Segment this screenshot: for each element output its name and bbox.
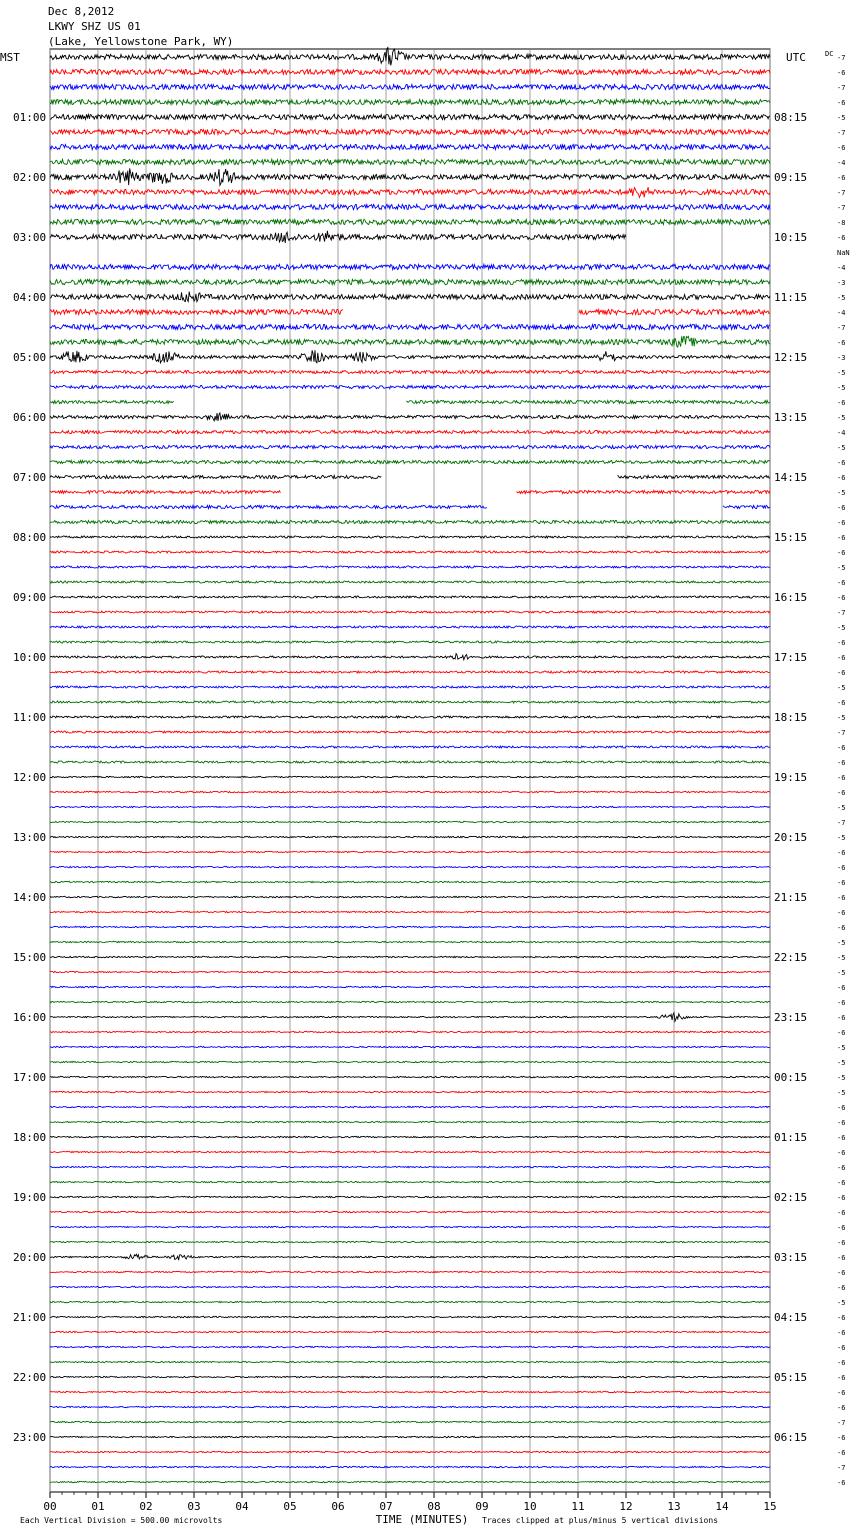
trace-row-37: [50, 611, 770, 613]
trace-row-39: [50, 641, 770, 643]
mst-hour-label: 08:00: [13, 531, 47, 544]
trace-row-66: [50, 1046, 770, 1047]
dc-offset-label: -6: [837, 174, 846, 182]
dc-offset-label: -6: [837, 339, 846, 347]
mst-hour-label: 18:00: [13, 1131, 47, 1144]
dc-offset-label: -6: [837, 1359, 846, 1367]
dc-offset-label: NaN: [837, 249, 850, 257]
x-tick-label: 04: [235, 1500, 249, 1513]
dc-offset-label: -6: [837, 909, 846, 917]
trace-row-44: [50, 716, 770, 718]
dc-offset-label: -7: [837, 324, 846, 332]
dc-offset-label: -5: [837, 969, 846, 977]
dc-offset-label: -6: [837, 1449, 846, 1457]
left-axis-label: MST: [0, 51, 20, 64]
dc-offset-label: -3: [837, 279, 846, 287]
trace-row-69: [50, 1091, 770, 1092]
dc-offset-label: -6: [837, 999, 846, 1007]
mst-hour-label: 12:00: [13, 771, 47, 784]
dc-offset-label: -6: [837, 1134, 846, 1142]
trace-row-58: [50, 926, 770, 927]
x-tick-label: 03: [187, 1500, 201, 1513]
dc-offset-label: -6: [837, 144, 846, 152]
trace-row-15: [50, 279, 770, 284]
dc-offset-label: -5: [837, 114, 846, 122]
trace-row-17: [50, 309, 770, 314]
dc-offset-label: -6: [837, 1164, 846, 1172]
trace-row-78: [50, 1226, 770, 1227]
mst-hour-label: 20:00: [13, 1251, 47, 1264]
mst-hour-label: 04:00: [13, 291, 47, 304]
trace-row-5: [50, 129, 770, 134]
dc-offset-label: -6: [837, 504, 846, 512]
trace-row-38: [50, 626, 770, 628]
dc-offset-label: -6: [837, 1224, 846, 1232]
utc-hour-label: 11:15: [774, 291, 808, 304]
dc-offset-label: -5: [837, 1299, 846, 1307]
seismic-traces: [50, 48, 770, 1483]
trace-row-83: [50, 1301, 770, 1302]
mst-hour-label: 15:00: [13, 951, 47, 964]
trace-row-45: [50, 731, 770, 733]
trace-row-75: [50, 1181, 770, 1182]
mst-hour-label: 21:00: [13, 1311, 47, 1324]
trace-row-72: [50, 1136, 770, 1137]
x-tick-label: 15: [763, 1500, 777, 1513]
dc-offset-label: -6: [837, 1434, 846, 1442]
dc-offset-label: -5: [837, 834, 846, 842]
trace-row-42: [50, 686, 770, 688]
trace-row-56: [50, 896, 770, 897]
dc-offset-label: -6: [837, 759, 846, 767]
dc-offset-label: -7: [837, 609, 846, 617]
utc-hour-label: 18:15: [774, 711, 808, 724]
dc-offset-label: -6: [837, 1404, 846, 1412]
dc-offset-label: -5: [837, 939, 846, 947]
utc-hour-label: 21:15: [774, 891, 808, 904]
x-tick-label: 01: [91, 1500, 105, 1513]
right-axis-label: UTC: [786, 51, 806, 64]
mst-hour-label: 23:00: [13, 1431, 47, 1444]
trace-row-40: [50, 654, 770, 660]
utc-hour-label: 22:15: [774, 951, 808, 964]
trace-row-95: [50, 1481, 770, 1482]
trace-row-53: [50, 851, 770, 852]
dc-offset-label: -6: [837, 1389, 846, 1397]
utc-hour-label: 00:15: [774, 1071, 808, 1084]
x-tick-label: 09: [475, 1500, 489, 1513]
trace-row-51: [50, 821, 770, 822]
utc-hour-label: 20:15: [774, 831, 808, 844]
trace-row-32: [50, 536, 770, 538]
dc-offset-label: -6: [837, 879, 846, 887]
trace-row-76: [50, 1196, 770, 1197]
trace-row-25: [50, 430, 770, 433]
trace-row-31: [50, 520, 770, 523]
trace-row-61: [50, 971, 770, 972]
utc-hour-label: 03:15: [774, 1251, 808, 1264]
x-tick-label: 14: [715, 1500, 729, 1513]
trace-row-59: [50, 941, 770, 942]
trace-row-1: [50, 69, 770, 74]
dc-offset-label: -6: [837, 474, 846, 482]
trace-row-14: [50, 264, 770, 269]
dc-offset-label: -7: [837, 204, 846, 212]
dc-offset-label: -6: [837, 1374, 846, 1382]
date-label: Dec 8,2012: [48, 5, 115, 18]
dc-offset-label: -6: [837, 1269, 846, 1277]
trace-row-29: [50, 490, 770, 493]
utc-hour-label: 15:15: [774, 531, 808, 544]
dc-offset-label: -6: [837, 1104, 846, 1112]
dc-offset-label: -6: [837, 1479, 846, 1487]
trace-row-18: [50, 324, 770, 329]
trace-row-23: [50, 400, 770, 403]
trace-row-88: [50, 1376, 770, 1377]
trace-row-33: [50, 551, 770, 553]
trace-row-26: [50, 445, 770, 448]
dc-offset-label: -8: [837, 219, 846, 227]
x-tick-label: 13: [667, 1500, 681, 1513]
dc-offset-label: -5: [837, 1044, 846, 1052]
x-tick-label: 00: [43, 1500, 57, 1513]
x-tick-label: 05: [283, 1500, 297, 1513]
utc-hour-label: 13:15: [774, 411, 808, 424]
trace-row-20: [50, 350, 770, 363]
trace-row-81: [50, 1271, 770, 1272]
trace-row-49: [50, 791, 770, 792]
trace-row-16: [50, 292, 770, 302]
trace-row-68: [50, 1076, 770, 1077]
trace-row-46: [50, 746, 770, 748]
trace-row-21: [50, 370, 770, 373]
mst-hour-label: 03:00: [13, 231, 47, 244]
dc-offset-label: -5: [837, 1074, 846, 1082]
trace-row-2: [50, 84, 770, 89]
trace-row-94: [50, 1466, 770, 1467]
dc-offset-label: -4: [837, 429, 846, 437]
utc-hour-label: 06:15: [774, 1431, 808, 1444]
utc-hour-label: 23:15: [774, 1011, 808, 1024]
dc-offset-label: -6: [837, 579, 846, 587]
x-tick-label: 07: [379, 1500, 393, 1513]
location-label: (Lake, Yellowstone Park, WY): [48, 35, 234, 48]
trace-row-6: [50, 144, 770, 149]
dc-offset-label: -5: [837, 1059, 846, 1067]
trace-row-9: [50, 187, 770, 197]
trace-row-24: [50, 413, 770, 421]
trace-row-84: [50, 1316, 770, 1317]
dc-offset-label: -6: [837, 864, 846, 872]
mst-hour-label: 06:00: [13, 411, 47, 424]
trace-row-22: [50, 385, 770, 388]
trace-row-7: [50, 159, 770, 164]
trace-row-41: [50, 671, 770, 673]
dc-offset-label: -6: [837, 1149, 846, 1157]
utc-hour-label: 02:15: [774, 1191, 808, 1204]
utc-hour-label: 09:15: [774, 171, 808, 184]
dc-offset-label: -6: [837, 789, 846, 797]
trace-row-77: [50, 1211, 770, 1212]
dc-offset-label: -6: [837, 1239, 846, 1247]
mst-hour-label: 19:00: [13, 1191, 47, 1204]
trace-row-11: [50, 219, 770, 224]
dc-offset-label: -5: [837, 294, 846, 302]
x-tick-label: 10: [523, 1500, 537, 1513]
dc-offset-label: -6: [837, 1014, 846, 1022]
dc-offset-label: -6: [837, 549, 846, 557]
trace-row-34: [50, 566, 770, 568]
x-tick-label: 06: [331, 1500, 345, 1513]
dc-offset-label: -6: [837, 234, 846, 242]
dc-offset-label: -6: [837, 639, 846, 647]
trace-row-57: [50, 911, 770, 912]
footer-left-note: Each Vertical Division = 500.00 microvolts: [20, 1516, 223, 1525]
trace-row-60: [50, 956, 770, 957]
trace-row-64: [50, 1013, 770, 1022]
trace-row-36: [50, 596, 770, 598]
trace-row-85: [50, 1331, 770, 1332]
trace-row-89: [50, 1391, 770, 1392]
utc-hour-label: 14:15: [774, 471, 808, 484]
trace-row-86: [50, 1346, 770, 1347]
station-label: LKWY SHZ US 01: [48, 20, 141, 33]
trace-row-87: [50, 1361, 770, 1362]
dc-offset-label: -6: [837, 1254, 846, 1262]
x-axis-label: TIME (MINUTES): [375, 1513, 469, 1526]
trace-row-19: [50, 336, 770, 347]
trace-row-50: [50, 806, 770, 807]
dc-offset-label: -5: [837, 684, 846, 692]
dc-offset-label: -6: [837, 849, 846, 857]
dc-offset-label: -4: [837, 309, 846, 317]
mst-hour-label: 11:00: [13, 711, 47, 724]
dc-offset-label: -6: [837, 924, 846, 932]
trace-row-54: [50, 866, 770, 867]
dc-offset-label: -6: [837, 1209, 846, 1217]
dc-offset-label: -5: [837, 624, 846, 632]
utc-hour-label: 16:15: [774, 591, 808, 604]
trace-row-90: [50, 1406, 770, 1407]
dc-offset-label: -4: [837, 159, 846, 167]
trace-row-82: [50, 1286, 770, 1287]
dc-offset-label: -5: [837, 954, 846, 962]
dc-offset-label: -6: [837, 399, 846, 407]
dc-offset-label: -6: [837, 699, 846, 707]
trace-row-28: [50, 475, 770, 478]
dc-offset-label: -6: [837, 744, 846, 752]
trace-row-80: [50, 1254, 770, 1260]
dc-offset-label: -7: [837, 84, 846, 92]
dc-offset-label: -5: [837, 384, 846, 392]
trace-row-62: [50, 986, 770, 987]
x-tick-label: 02: [139, 1500, 153, 1513]
trace-row-8: [50, 168, 770, 185]
dc-offset-label: -6: [837, 1029, 846, 1037]
dc-offset-label: -5: [837, 489, 846, 497]
x-tick-label: 08: [427, 1500, 441, 1513]
dc-offset-label: -7: [837, 54, 846, 62]
trace-row-74: [50, 1166, 770, 1167]
utc-hour-label: 04:15: [774, 1311, 808, 1324]
utc-hour-label: 10:15: [774, 231, 808, 244]
dc-offset-label: -6: [837, 1329, 846, 1337]
dc-offset-label: -5: [837, 414, 846, 422]
mst-hour-label: 14:00: [13, 891, 47, 904]
dc-offset-label: -6: [837, 1344, 846, 1352]
dc-offset-label: -6: [837, 1119, 846, 1127]
trace-row-79: [50, 1241, 770, 1242]
dc-offset-label: -7: [837, 189, 846, 197]
axis-labels: [13, 54, 850, 1513]
dc-offset-label: -6: [837, 519, 846, 527]
dc-offset-label: -3: [837, 354, 846, 362]
utc-hour-label: 01:15: [774, 1131, 808, 1144]
dc-offset-label: -5: [837, 714, 846, 722]
mst-hour-label: 17:00: [13, 1071, 47, 1084]
trace-row-48: [50, 776, 770, 777]
dc-offset-label: -6: [837, 1194, 846, 1202]
dc-offset-label: -7: [837, 1464, 846, 1472]
trace-row-55: [50, 881, 770, 882]
trace-row-47: [50, 761, 770, 763]
dc-offset-label: -6: [837, 669, 846, 677]
dc-offset-label: -5: [837, 804, 846, 812]
dc-offset-label: -6: [837, 99, 846, 107]
trace-row-3: [50, 99, 770, 104]
dc-offset-label: -6: [837, 894, 846, 902]
dc-offset-label: -6: [837, 654, 846, 662]
utc-hour-label: 05:15: [774, 1371, 808, 1384]
mst-hour-label: 01:00: [13, 111, 47, 124]
trace-row-52: [50, 836, 770, 837]
dc-offset-label: -6: [837, 774, 846, 782]
trace-row-4: [50, 114, 770, 119]
dc-offset-label: -5: [837, 444, 846, 452]
dc-offset-label: -6: [837, 1284, 846, 1292]
footer-right-note: Traces clipped at plus/minus 5 vertical divisions: [482, 1516, 719, 1525]
trace-row-63: [50, 1001, 770, 1002]
utc-hour-label: 19:15: [774, 771, 808, 784]
trace-row-73: [50, 1151, 770, 1152]
dc-offset-label: -5: [837, 369, 846, 377]
mst-hour-label: 13:00: [13, 831, 47, 844]
dc-offset-label: -7: [837, 729, 846, 737]
trace-row-67: [50, 1061, 770, 1062]
mst-hour-label: 09:00: [13, 591, 47, 604]
trace-row-30: [50, 505, 770, 508]
mst-hour-label: 16:00: [13, 1011, 47, 1024]
dc-header: DC: [825, 50, 834, 58]
trace-row-92: [50, 1436, 770, 1437]
trace-row-35: [50, 581, 770, 583]
mst-hour-label: 10:00: [13, 651, 47, 664]
trace-row-65: [50, 1031, 770, 1032]
dc-offset-label: -5: [837, 564, 846, 572]
dc-offset-label: -6: [837, 984, 846, 992]
dc-offset-label: -6: [837, 534, 846, 542]
x-tick-label: 11: [571, 1500, 585, 1513]
dc-offset-label: -4: [837, 264, 846, 272]
trace-row-43: [50, 701, 770, 703]
dc-offset-label: -7: [837, 1419, 846, 1427]
trace-row-10: [50, 204, 770, 209]
utc-hour-label: 08:15: [774, 111, 808, 124]
trace-row-91: [50, 1421, 770, 1422]
utc-hour-label: 12:15: [774, 351, 808, 364]
dc-offset-label: -6: [837, 1314, 846, 1322]
dc-offset-label: -6: [837, 69, 846, 77]
mst-hour-label: 07:00: [13, 471, 47, 484]
dc-offset-label: -6: [837, 459, 846, 467]
trace-row-70: [50, 1106, 770, 1107]
trace-row-71: [50, 1121, 770, 1122]
dc-offset-label: -7: [837, 129, 846, 137]
trace-row-93: [50, 1451, 770, 1452]
dc-offset-label: -6: [837, 594, 846, 602]
mst-hour-label: 22:00: [13, 1371, 47, 1384]
mst-hour-label: 02:00: [13, 171, 47, 184]
trace-row-0: [50, 48, 770, 66]
dc-offset-label: -7: [837, 819, 846, 827]
x-tick-label: 12: [619, 1500, 633, 1513]
mst-hour-label: 05:00: [13, 351, 47, 364]
utc-hour-label: 17:15: [774, 651, 808, 664]
dc-offset-label: -5: [837, 1089, 846, 1097]
trace-row-27: [50, 460, 770, 463]
dc-offset-label: -6: [837, 1179, 846, 1187]
